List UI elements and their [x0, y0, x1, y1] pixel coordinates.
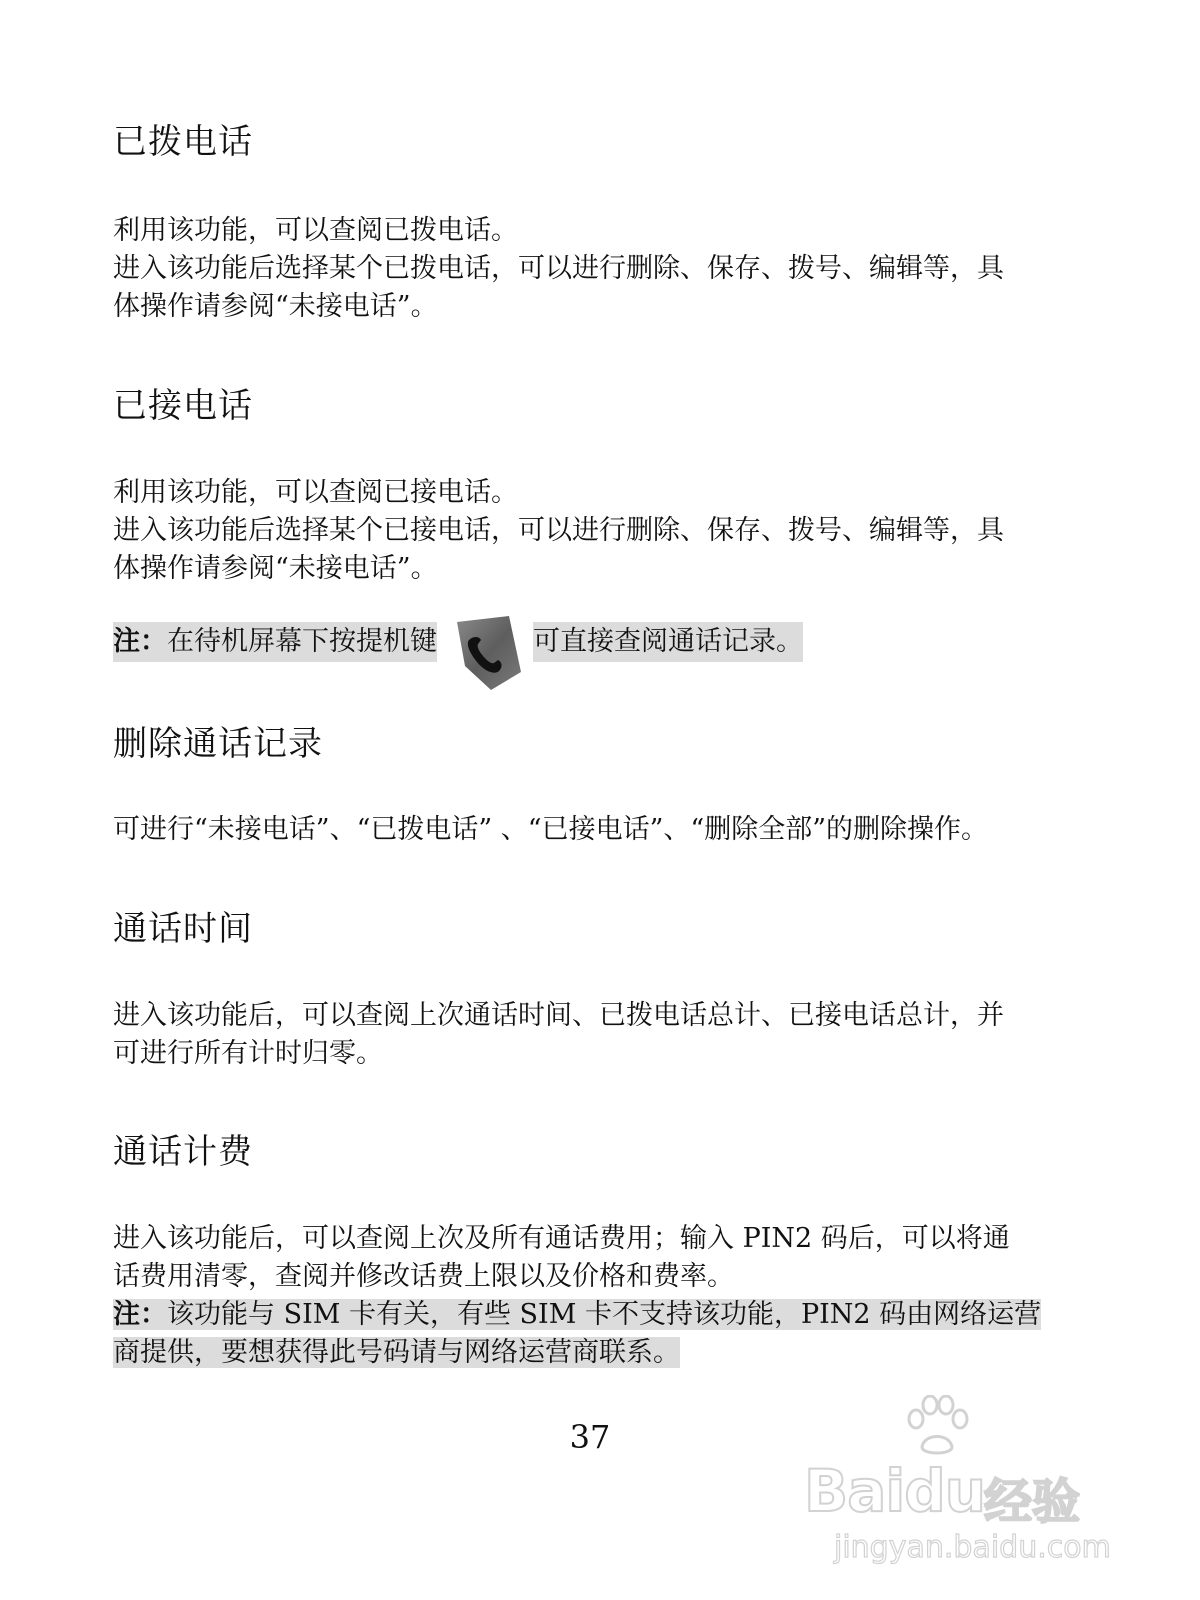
paragraph-line: 进入该功能后，可以查阅上次通话时间、已拨电话总计、已接电话总计，并 [113, 1000, 1004, 1031]
note-line [113, 1334, 680, 1372]
paragraph-line: 可进行所有计时归零。 [113, 1038, 383, 1069]
paragraph-line: 体操作请参阅“未接电话”。 [113, 291, 438, 322]
note-text-before [113, 622, 437, 662]
note-text: 商提供，要想获得此号码请与网络运营商联系。 [113, 1337, 680, 1368]
note-label: 注： [113, 626, 167, 657]
watermark-url: jingyan.baidu.com [834, 1530, 1111, 1565]
phone-handset-key-icon [451, 614, 523, 692]
section-title-call-charges: 通话计费 [113, 1132, 253, 1172]
note-label: 注： [113, 1299, 167, 1330]
paragraph-line: 体操作请参阅“未接电话”。 [113, 553, 438, 584]
section-title-call-duration: 通话时间 [113, 909, 253, 949]
section-title-dialed-calls: 已拨电话 [113, 122, 253, 162]
section-title-delete-call-log: 删除通话记录 [113, 724, 323, 764]
paragraph-line: 进入该功能后选择某个已接电话，可以进行删除、保存、拨号、编辑等，具 [113, 515, 1004, 546]
page-number: 37 [569, 1418, 611, 1456]
paragraph-line: 可进行“未接电话”、“已拨电话” 、“已接电话”、“删除全部”的删除操作。 [113, 814, 989, 845]
paragraph-line: 利用该功能，可以查阅已接电话。 [113, 477, 518, 508]
paragraph-line: 进入该功能后选择某个已拨电话，可以进行删除、保存、拨号、编辑等，具 [113, 253, 1004, 284]
baidu-jingyan-watermark [804, 1395, 1111, 1575]
watermark-brand: Baidu [804, 1457, 986, 1525]
note-after-text: 可直接查阅通话记录。 [533, 622, 803, 662]
baidu-paw-icon [902, 1395, 972, 1461]
paragraph-line: 话费用清零，查阅并修改话费上限以及价格和费率。 [113, 1261, 734, 1292]
note-before-text: 在待机屏幕下按提机键 [167, 626, 437, 657]
watermark-brand-cn: 经验 [984, 1474, 1081, 1530]
note-text: 该功能与 SIM 卡有关，有些 SIM 卡不支持该功能，PIN2 码由网络运营 [167, 1299, 1042, 1330]
paragraph-line: 利用该功能，可以查阅已拨电话。 [113, 215, 518, 246]
paragraph-line: 进入该功能后，可以查阅上次及所有通话费用；输入 PIN2 码后，可以将通 [113, 1223, 1010, 1254]
section-title-received-calls: 已接电话 [113, 386, 253, 426]
note-call-key [113, 622, 803, 662]
note-line [113, 1296, 1041, 1334]
